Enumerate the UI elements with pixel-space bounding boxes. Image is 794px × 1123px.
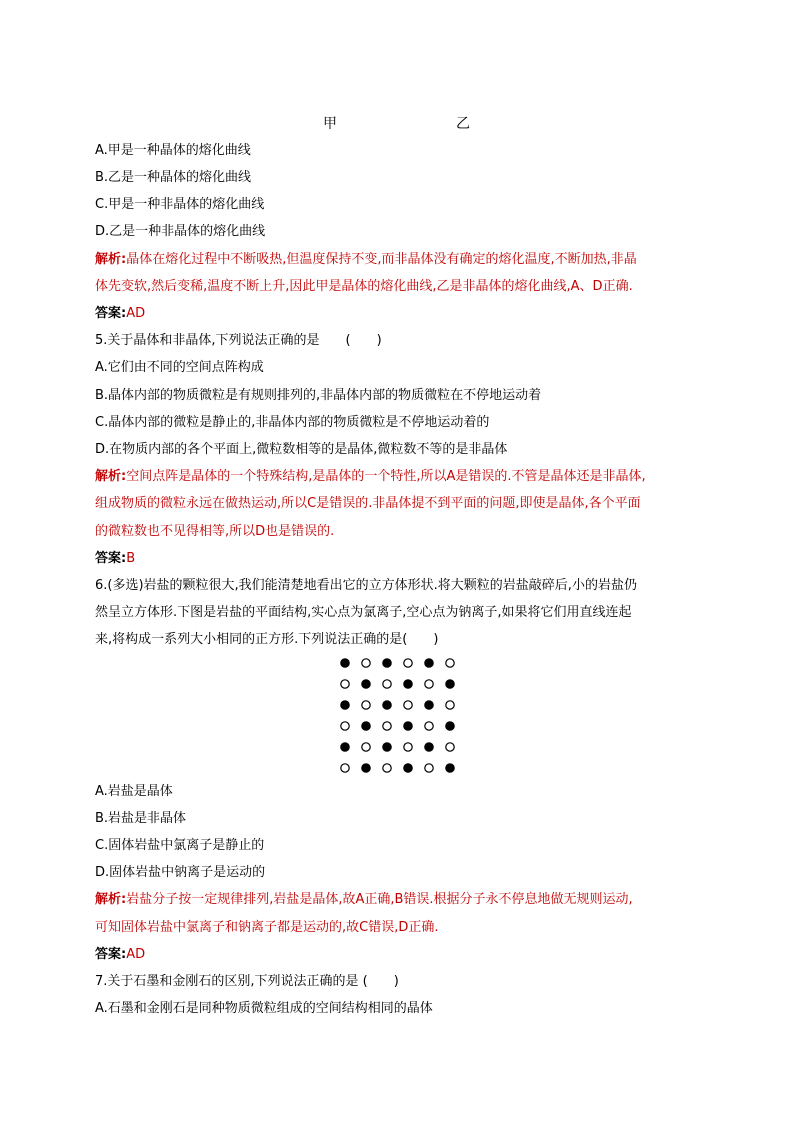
sodium-ion-dot (404, 659, 412, 667)
q7-option-a: A.石墨和金刚石是同种物质微粒组成的空间结构相同的晶体 (95, 1001, 433, 1016)
sodium-ion-dot (404, 743, 412, 751)
sodium-ion-dot (446, 743, 454, 751)
q6-stem-line-1: 6.(多选)岩盐的颗粒很大,我们能清楚地看出它的立方体形状.将大颗粒的岩盐敲碎后,小的岩盐仍 (95, 578, 637, 593)
chloride-ion-dot (362, 764, 370, 772)
sodium-ion-dot (404, 701, 412, 709)
sodium-ion-dot (341, 722, 349, 730)
figure-label-yi: 乙 (456, 116, 470, 132)
q5-stem: 5.关于晶体和非晶体,下列说法正确的是 ( ) (95, 333, 382, 348)
q5-analysis-line-1: 解析:空间点阵是晶体的一个特殊结构,是晶体的一个特性,所以A是错误的.不管是晶体还是非晶体, (95, 469, 646, 484)
q4-answer-label: 答案: (95, 306, 127, 321)
sodium-ion-dot (425, 680, 433, 688)
chloride-ion-dot (341, 701, 349, 709)
sodium-ion-dot (425, 722, 433, 730)
q4-analysis-line-1: 解析:晶体在熔化过程中不断吸热,但温度保持不变,而非晶体没有确定的熔化温度,不断加热,非晶 (95, 252, 637, 267)
q5-answer (95, 551, 705, 567)
q6-stem-line-3: 来,将构成一系列大小相同的正方形.下列说法正确的是( ) (95, 632, 439, 647)
q6-answer-label: 答案: (95, 947, 127, 962)
q6-option-d: D.固体岩盐中钠离子是运动的 (95, 865, 266, 880)
q4-option-b: B.乙是一种晶体的熔化曲线 (95, 170, 252, 185)
q5-analysis-line-3: 的微粒数也不见得相等,所以D也是错误的. (95, 524, 335, 539)
chloride-ion-dot (383, 701, 391, 709)
sodium-ion-dot (362, 659, 370, 667)
q5-option-b: B.晶体内部的物质微粒是有规则排列的,非晶体内部的物质微粒在不停地运动着 (95, 388, 542, 403)
chloride-ion-dot (425, 701, 433, 709)
chloride-ion-dot (404, 680, 412, 688)
q6-answer (95, 947, 705, 963)
rock-salt-lattice-diagram (336, 654, 460, 778)
sodium-ion-dot (383, 764, 391, 772)
chloride-ion-dot (425, 659, 433, 667)
q4-answer-value: AD (126, 306, 146, 321)
q6-answer-value: AD (126, 947, 146, 962)
chloride-ion-dot (404, 722, 412, 730)
chloride-ion-dot (383, 743, 391, 751)
q5-analysis-line-2: 组成物质的微粒永远在做热运动,所以C是错误的.非晶体提不到平面的问题,即使是晶体,各个平面 (95, 496, 641, 511)
sodium-ion-dot (362, 743, 370, 751)
chloride-ion-dot (341, 743, 349, 751)
chloride-ion-dot (362, 680, 370, 688)
q5-option-c: C.晶体内部的微粒是静止的,非晶体内部的物质微粒是不停地运动着的 (95, 415, 490, 430)
q6-analysis-line-2: 可知固体岩盐中氯离子和钠离子都是运动的,故C错误,D正确. (95, 920, 439, 935)
q6-analysis-line-1: 解析:岩盐分子按一定规律排列,岩盐是晶体,故A正确,B错误.根据分子永不停息地做无规则运动, (95, 892, 633, 907)
q6-stem-line-2: 然呈立方体形.下图是岩盐的平面结构,实心点为氯离子,空心点为钠离子,如果将它们用直线连起 (95, 605, 632, 620)
q4-answer (95, 306, 705, 322)
sodium-ion-dot (383, 722, 391, 730)
chloride-ion-dot (383, 659, 391, 667)
q4-analysis-line-2: 体先变软,然后变稀,温度不断上升,因此甲是晶体的熔化曲线,乙是非晶体的熔化曲线,A、D正确. (95, 279, 633, 294)
q4-option-d: D.乙是一种非晶体的熔化曲线 (95, 224, 266, 239)
q4-option-c: C.甲是一种非晶体的熔化曲线 (95, 197, 265, 212)
chloride-ion-dot (446, 680, 454, 688)
q7-stem: 7.关于石墨和金刚石的区别,下列说法正确的是 ( ) (95, 974, 399, 989)
sodium-ion-dot (446, 659, 454, 667)
q6-option-a: A.岩盐是晶体 (95, 784, 173, 799)
q5-option-a: A.它们由不同的空间点阵构成 (95, 360, 264, 375)
chloride-ion-dot (362, 722, 370, 730)
sodium-ion-dot (446, 701, 454, 709)
q6-option-c: C.固体岩盐中氯离子是静止的 (95, 838, 265, 853)
sodium-ion-dot (362, 701, 370, 709)
sodium-ion-dot (341, 680, 349, 688)
chloride-ion-dot (404, 764, 412, 772)
figure-label-jia: 甲 (323, 116, 337, 132)
q5-option-d: D.在物质内部的各个平面上,微粒数相等的是晶体,微粒数不等的是非晶体 (95, 442, 508, 457)
chloride-ion-dot (446, 722, 454, 730)
chloride-ion-dot (425, 743, 433, 751)
sodium-ion-dot (383, 680, 391, 688)
q6-option-b: B.岩盐是非晶体 (95, 811, 187, 826)
q5-analysis-label: 解析: (95, 469, 127, 484)
q6-analysis-label: 解析: (95, 892, 127, 907)
q5-answer-label: 答案: (95, 551, 127, 566)
chloride-ion-dot (446, 764, 454, 772)
sodium-ion-dot (425, 764, 433, 772)
chloride-ion-dot (341, 659, 349, 667)
q5-answer-value: B (126, 551, 136, 566)
q4-option-a: A.甲是一种晶体的熔化曲线 (95, 143, 251, 158)
q4-analysis-label: 解析: (95, 252, 127, 267)
sodium-ion-dot (341, 764, 349, 772)
